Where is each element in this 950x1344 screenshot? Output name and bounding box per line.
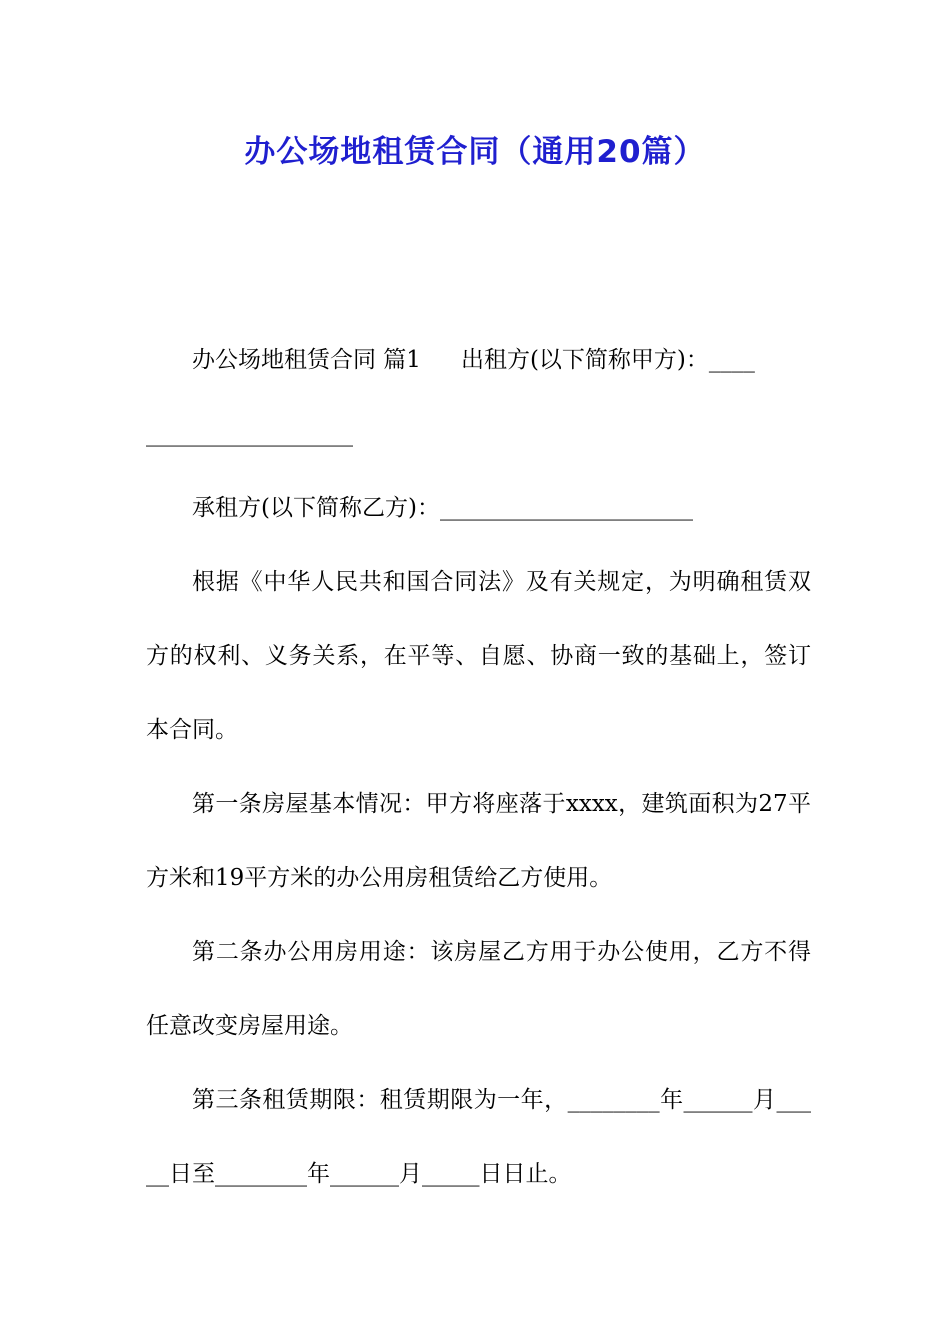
paragraph-heading-and-lessor: [146, 323, 811, 397]
paragraph-article-1: 第一条房屋基本情况：甲方将座落于xxxx，建筑面积为27平方米和19平方米的办公用房租赁给乙方使用。: [146, 791, 811, 891]
document-body: [146, 323, 811, 1211]
lessor-line: 出租方(以下简称甲方)：____: [460, 347, 755, 373]
paragraph-article-3: 第三条租赁期限：租赁期限为一年，________年______月_____日至________年______月_____日日止。: [146, 1087, 811, 1187]
document-title: 办公场地租赁合同（通用20篇）: [244, 134, 706, 170]
lessor-blank-continuation: __________________: [146, 421, 353, 447]
contract-heading: 办公场地租赁合同 篇1: [192, 347, 421, 373]
paragraph-lessee: 承租方(以下简称乙方)：______________________: [192, 495, 693, 521]
paragraph-article-2: 第二条办公用房用途：该房屋乙方用于办公使用，乙方不得任意改变房屋用途。: [146, 939, 811, 1039]
paragraph-preamble: 根据《中华人民共和国合同法》及有关规定，为明确租赁双方的权利、义务关系，在平等、自愿、协商一致的基础上，签订本合同。: [146, 569, 811, 743]
